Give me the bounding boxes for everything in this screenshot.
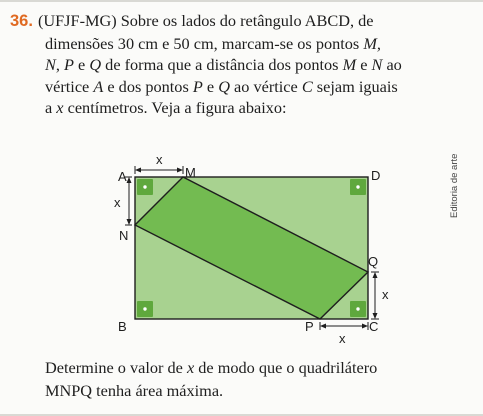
question-line-1-text: (UFJF-MG) Sobre os lados do retângulo ABCD, de <box>37 11 374 30</box>
label-vertex-a: A <box>118 169 127 184</box>
label-point-q: Q <box>368 254 379 269</box>
label-vertex-b: B <box>118 319 127 334</box>
label-point-m: M <box>185 165 196 180</box>
var-n: N <box>45 55 56 75</box>
label-x-left: x <box>114 195 121 210</box>
image-credit: Editoria de arte <box>449 153 460 218</box>
dim-right-arrow-top <box>373 272 378 278</box>
var-x: x <box>56 98 64 118</box>
question-number: 36. <box>10 12 33 30</box>
text-chunk: e <box>356 55 372 75</box>
right-angle-dot-d <box>356 185 359 188</box>
text-chunk: centímetros. Veja a figura abaixo: <box>63 98 287 118</box>
text-chunk: de modo que o quadrilátero <box>194 358 378 377</box>
text-chunk: a <box>45 98 57 118</box>
text-chunk: ao <box>382 55 402 75</box>
text-chunk: Determine o valor de <box>45 358 187 377</box>
text-chunk: de forma que a distância dos pontos <box>101 55 343 75</box>
text-chunk: e <box>202 76 219 96</box>
dim-top-arrow-left <box>135 168 141 173</box>
label-x-top: x <box>156 152 163 167</box>
dim-left-arrow-bottom <box>127 219 132 225</box>
text-chunk: vértice <box>45 76 94 96</box>
prompt-line-1 <box>45 356 475 379</box>
var-c: C <box>301 76 313 96</box>
var-p: P <box>192 76 203 96</box>
label-vertex-d: D <box>371 168 381 183</box>
var-p: P <box>64 55 74 75</box>
label-x-right: x <box>382 287 389 302</box>
text-chunk: sejam iguais <box>312 76 398 96</box>
var-a: A <box>93 76 104 96</box>
prompt-line-2: MNPQ tenha área máxima. <box>45 381 224 400</box>
text-chunk: , <box>55 55 65 75</box>
label-vertex-c: C <box>369 319 379 334</box>
right-angle-dot-c <box>356 307 359 310</box>
label-point-p: P <box>305 319 314 334</box>
text-chunk: e dos pontos <box>103 76 193 96</box>
var-q: Q <box>89 55 102 75</box>
dim-bottom-arrow-right <box>362 324 368 329</box>
var-q: Q <box>218 76 230 96</box>
var-m: M <box>342 55 357 75</box>
text-chunk: ao vértice <box>229 76 302 96</box>
question-prompt <box>45 356 475 402</box>
text-chunk: e <box>73 55 90 75</box>
dim-bottom-arrow-left <box>320 324 326 329</box>
var-n: N <box>371 55 383 75</box>
var-m: M, <box>363 33 381 53</box>
right-angle-dot-a <box>143 185 146 188</box>
right-angle-dot-b <box>143 307 146 310</box>
label-point-n: N <box>119 228 129 243</box>
label-x-bottom: x <box>339 331 346 346</box>
var-x: x <box>186 358 195 377</box>
question-line-2-text: dimensões 30 cm e 50 cm, marcam-se os pontos <box>45 33 364 53</box>
dim-top-arrow-right <box>177 168 183 173</box>
dim-left-arrow-top <box>127 177 132 183</box>
